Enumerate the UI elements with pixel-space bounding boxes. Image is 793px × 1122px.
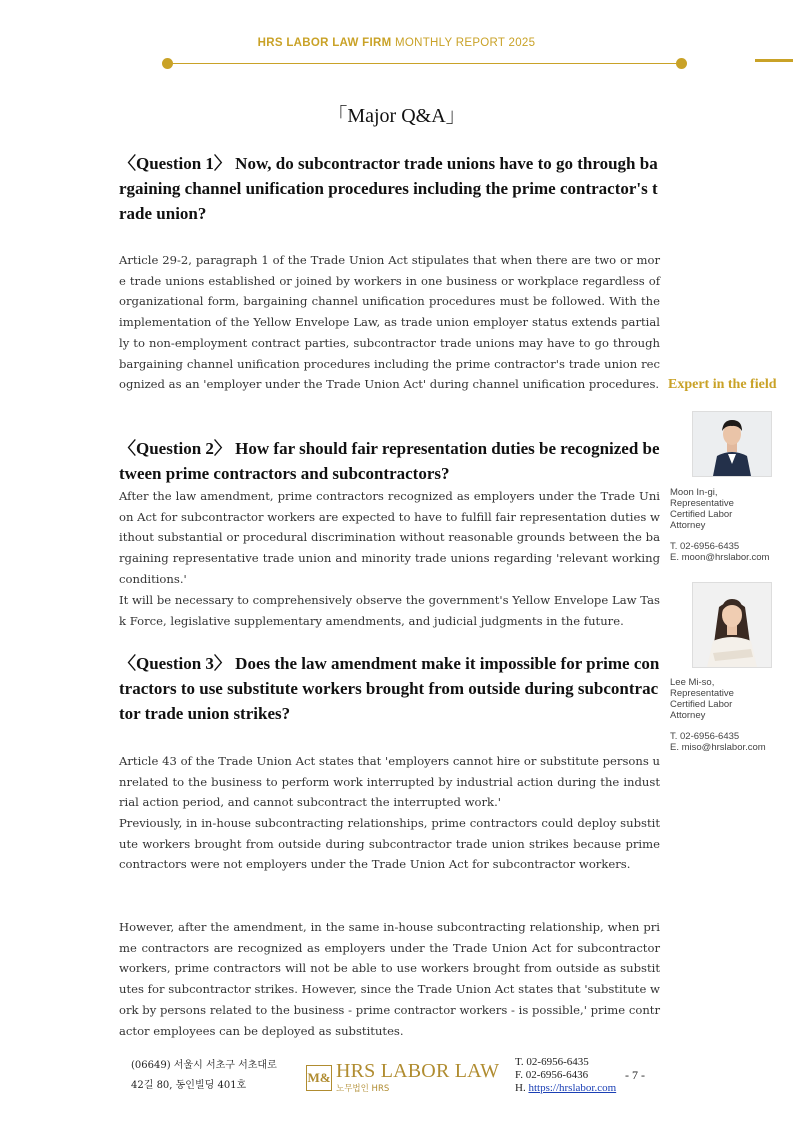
website-link[interactable]: https://hrslabor.com <box>528 1082 617 1094</box>
logo-mark-icon: M& <box>306 1065 332 1091</box>
report-header <box>0 37 793 49</box>
header-dot-right <box>676 58 687 69</box>
expert-card-moon <box>670 487 793 563</box>
expert-role: Representative <box>670 498 734 509</box>
expert-phone: T. 02-6956-6435 <box>670 541 740 552</box>
section-title: 「Major Q&A」 <box>327 105 466 127</box>
address-line-2: 42길 80, 동인빌딩 401호 <box>131 1080 247 1091</box>
footer-web-prefix: H. <box>515 1082 529 1094</box>
question-3-answer-p3: However, after the amendment, in the same in-house subcontracting relationship, when prime contractors are recognized as employers under the Trade Union Act for subcontractor workers, prime contractors will not be able to use workers brought from outside as substitutes for subcontractor strikes. However, since the Trade Union Act states that 'substitute work by persons related to the business - prime contractor workers - is possible,' prime contractor employees can be deployed as substitutes. <box>119 920 660 1038</box>
footer-phone: T. 02-6956-6435 <box>515 1056 589 1068</box>
expert-role: Representative <box>670 688 734 699</box>
expert-photo-lee <box>692 582 772 668</box>
firm-name: HRS LABOR LAW FIRM <box>257 37 392 49</box>
question-3-title: 〈Question 3〉 Does the law amendment make it impossible for prime contractors to use substitute workers brought from outside during subcontractor trade union strikes? <box>119 654 660 723</box>
header-accent-bar <box>755 59 793 62</box>
question-2-answer-p1: After the law amendment, prime contractors recognized as employers under the Trade Union Act for subcontractor workers are expected to have to fulfill fair representation duties without substantial or procedural discrimination without reasonable grounds between the bargaining representative trade union and minority trade unions regarding 'relevant working conditions.' <box>119 489 660 586</box>
footer-fax: F. 02-6956-6436 <box>515 1069 589 1081</box>
expert-role: Attorney <box>670 710 706 721</box>
question-2-title: 〈Question 2〉 How far should fair representation duties be recognized between prime contractors and subcontractors? <box>119 439 660 483</box>
header-rule <box>168 63 681 64</box>
header-dot-left <box>162 58 173 69</box>
question-3-answer-p2: Previously, in in-house subcontracting relationships, prime contractors could deploy substitute workers brought from outside during subcontractor trade union strikes because prime contractors were not employers under the Trade Union Act for subcontractor workers. <box>119 816 660 872</box>
report-name: MONTHLY REPORT 2025 <box>394 37 536 49</box>
firm-logo <box>306 1062 506 1096</box>
expert-section-title: Expert in the field <box>668 377 777 392</box>
question-1-title: 〈Question 1〉 Now, do subcontractor trade unions have to go through bargaining channel unification procedures including the prime contractor's trade union? <box>119 154 658 223</box>
expert-role: Attorney <box>670 520 706 531</box>
page-number: - 7 - <box>625 1068 645 1082</box>
question-2-answer-p2: It will be necessary to comprehensively observe the government's Yellow Envelope Law Task Force, legislative supplementary amendments, and judicial judgments in the future. <box>119 593 660 628</box>
expert-role: Certified Labor <box>670 509 733 520</box>
expert-photo-moon <box>692 411 772 477</box>
footer-web <box>515 1082 616 1095</box>
question-1-answer: Article 29-2, paragraph 1 of the Trade Union Act stipulates that when there are two or more trade unions established or joined by workers in one business or workplace regardless of organizational form, bargaining channel unification procedures must be followed. With the implementation of the Yellow Envelope Law, as trade union employer status extends partially to non-employment contract parties, subcontractor trade unions may have to go through bargaining channel unification procedures including the prime contractor's trade union recognized as an 'employer under the Trade Union Act' during channel unification procedures. <box>119 253 660 392</box>
logo-subtitle: 노무법인 HRS <box>336 1084 390 1094</box>
expert-card-lee <box>670 677 793 753</box>
expert-name: Lee Mi-so, <box>670 677 715 688</box>
footer-address <box>131 1056 277 1096</box>
expert-email: E. miso@hrslabor.com <box>670 742 766 753</box>
logo-text: HRS LABOR LAW <box>336 1060 500 1082</box>
expert-email: E. moon@hrslabor.com <box>670 552 770 563</box>
expert-name: Moon In-gi, <box>670 487 718 498</box>
address-line-1: (06649) 서울시 서초구 서초대로 <box>131 1060 277 1071</box>
expert-phone: T. 02-6956-6435 <box>670 731 740 742</box>
question-3-answer-p1: Article 43 of the Trade Union Act states that 'employers cannot hire or substitute persons unrelated to the business to perform work interrupted by industrial action during the industrial action period, and cannot subcontract the interrupted work.' <box>119 754 660 810</box>
expert-role: Certified Labor <box>670 699 733 710</box>
footer-contact <box>515 1056 616 1095</box>
